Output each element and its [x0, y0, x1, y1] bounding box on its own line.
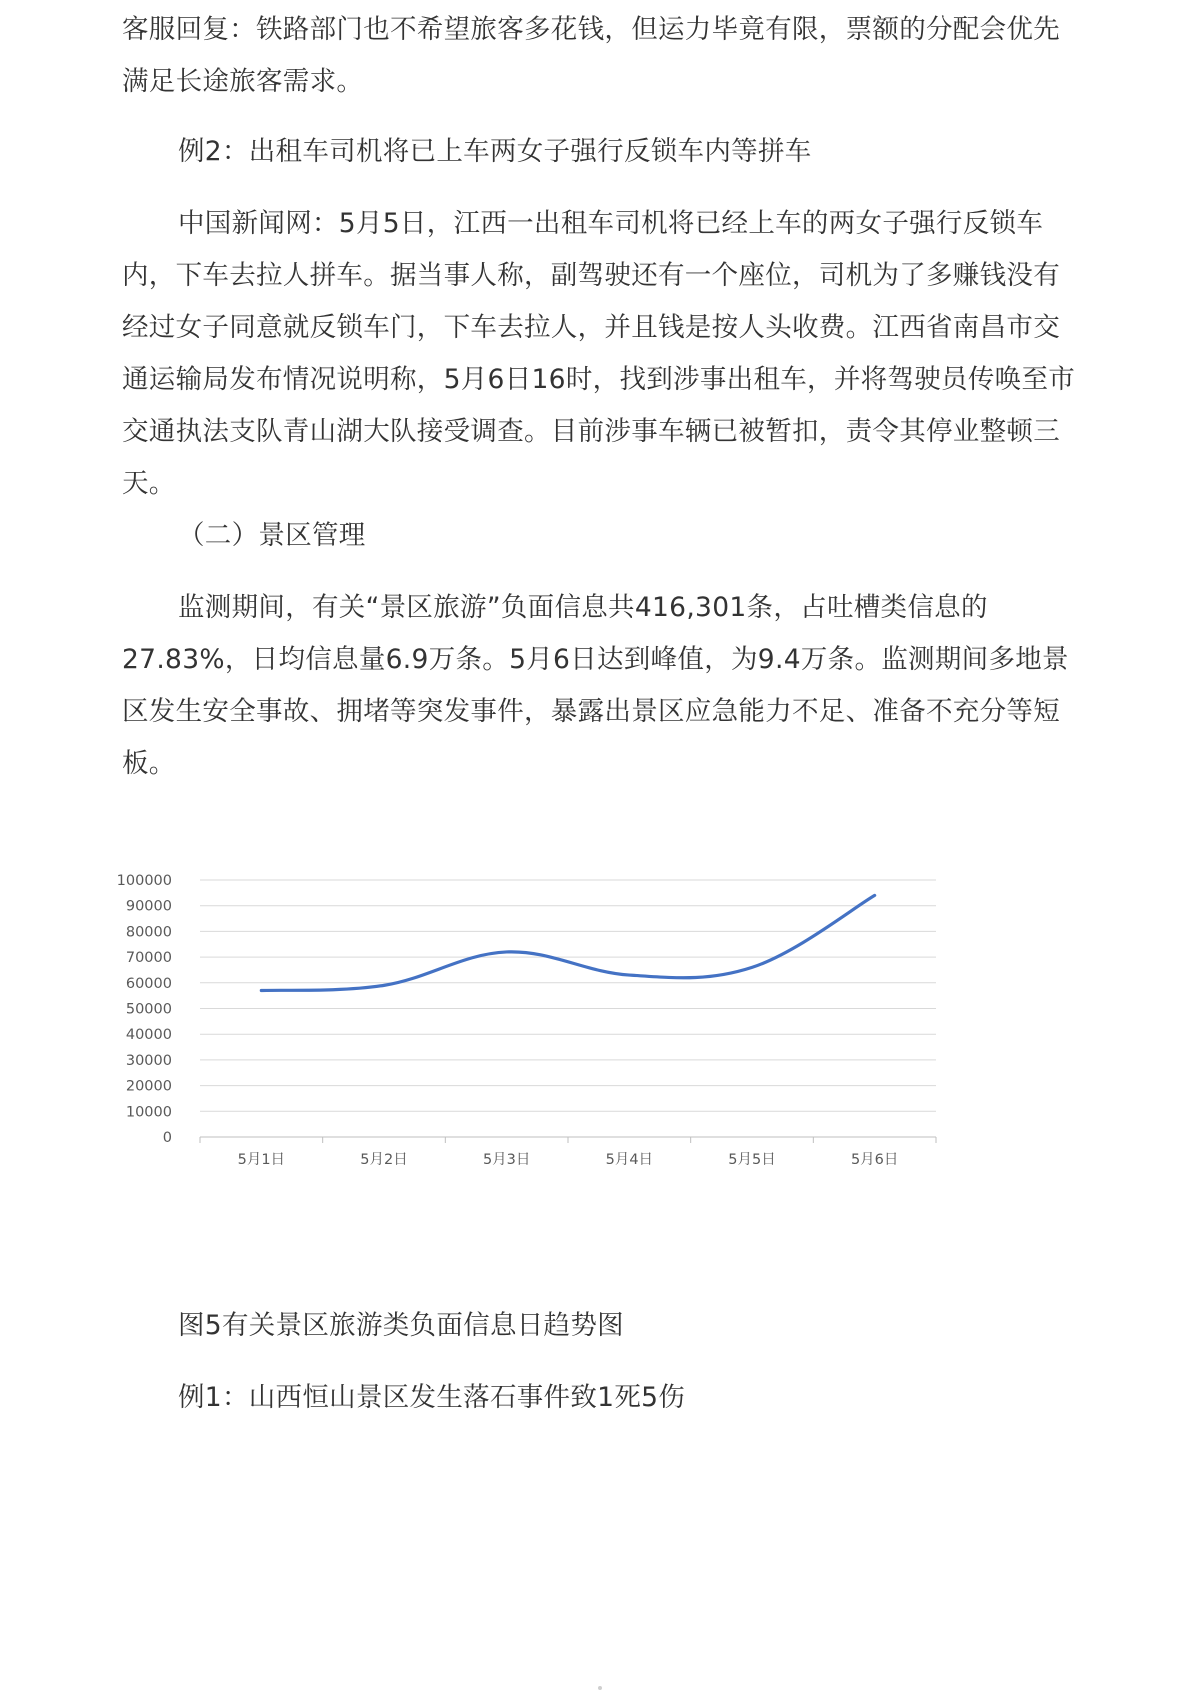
y-tick-label: 0 — [162, 1130, 172, 1146]
section-heading-scenic-management: （二）景区管理 — [178, 520, 366, 551]
y-tick-label: 100000 — [116, 873, 172, 889]
daily-trend-line-chart — [110, 860, 950, 1200]
y-tick-label: 20000 — [125, 1078, 172, 1095]
series-line — [261, 895, 874, 990]
x-tick-label: 5月5日 — [728, 1152, 776, 1168]
y-tick-label: 60000 — [125, 975, 172, 992]
x-tick-label: 5月6日 — [850, 1152, 899, 1168]
y-tick-label: 10000 — [125, 1104, 172, 1121]
page-marker-dot — [598, 1686, 602, 1690]
y-tick-label: 80000 — [125, 924, 172, 941]
figure-caption: 图5有关景区旅游类负面信息日趋势图 — [178, 1310, 624, 1341]
x-tick-label: 5月4日 — [605, 1152, 654, 1168]
paragraph-scenic-negative-info: 监测期间，有关“景区旅游”负面信息共416,301条，占吐槽类信息的27.83%，日均信息量6.9万条。5月6日达到峰值，为9.4万条。监测期间多地景区发生安全事故、拥堵等突发事件，暴露出景区应急能力不足、准备不充分等短板。 — [122, 592, 1069, 779]
x-tick-label: 5月2日 — [360, 1152, 408, 1168]
x-tick-label: 5月3日 — [482, 1152, 531, 1168]
example-2-title: 例2：出租车司机将已上车两女子强行反锁车内等拼车 — [178, 136, 812, 167]
example-1-title: 例1：山西恒山景区发生落石事件致1死5伤 — [178, 1382, 686, 1413]
y-tick-label: 50000 — [125, 1001, 172, 1018]
y-tick-label: 40000 — [125, 1027, 172, 1044]
paragraph-taxi-news: 中国新闻网：5月5日，江西一出租车司机将已经上车的两女子强行反锁车内，下车去拉人拼车。据当事人称，副驾驶还有一个座位，司机为了多赚钱没有经过女子同意就反锁车门，下车去拉人，并且钱是按人头收费。江西省南昌市交通运输局发布情况说明称，5月6日16时，找到涉事出租车，并将驾驶员传唤至市交通执法支队青山湖大队接受调查。目前涉事车辆已被暂扣，责令其停业整顿三天。 — [122, 208, 1076, 499]
y-tick-label: 30000 — [125, 1052, 172, 1069]
x-tick-label: 5月1日 — [237, 1152, 286, 1168]
paragraph-customer-service-reply: 客服回复：铁路部门也不希望旅客多花钱，但运力毕竟有限，票额的分配会优先满足长途旅客需求。 — [122, 14, 1060, 97]
y-tick-label: 90000 — [125, 898, 172, 915]
y-tick-label: 70000 — [125, 950, 172, 967]
